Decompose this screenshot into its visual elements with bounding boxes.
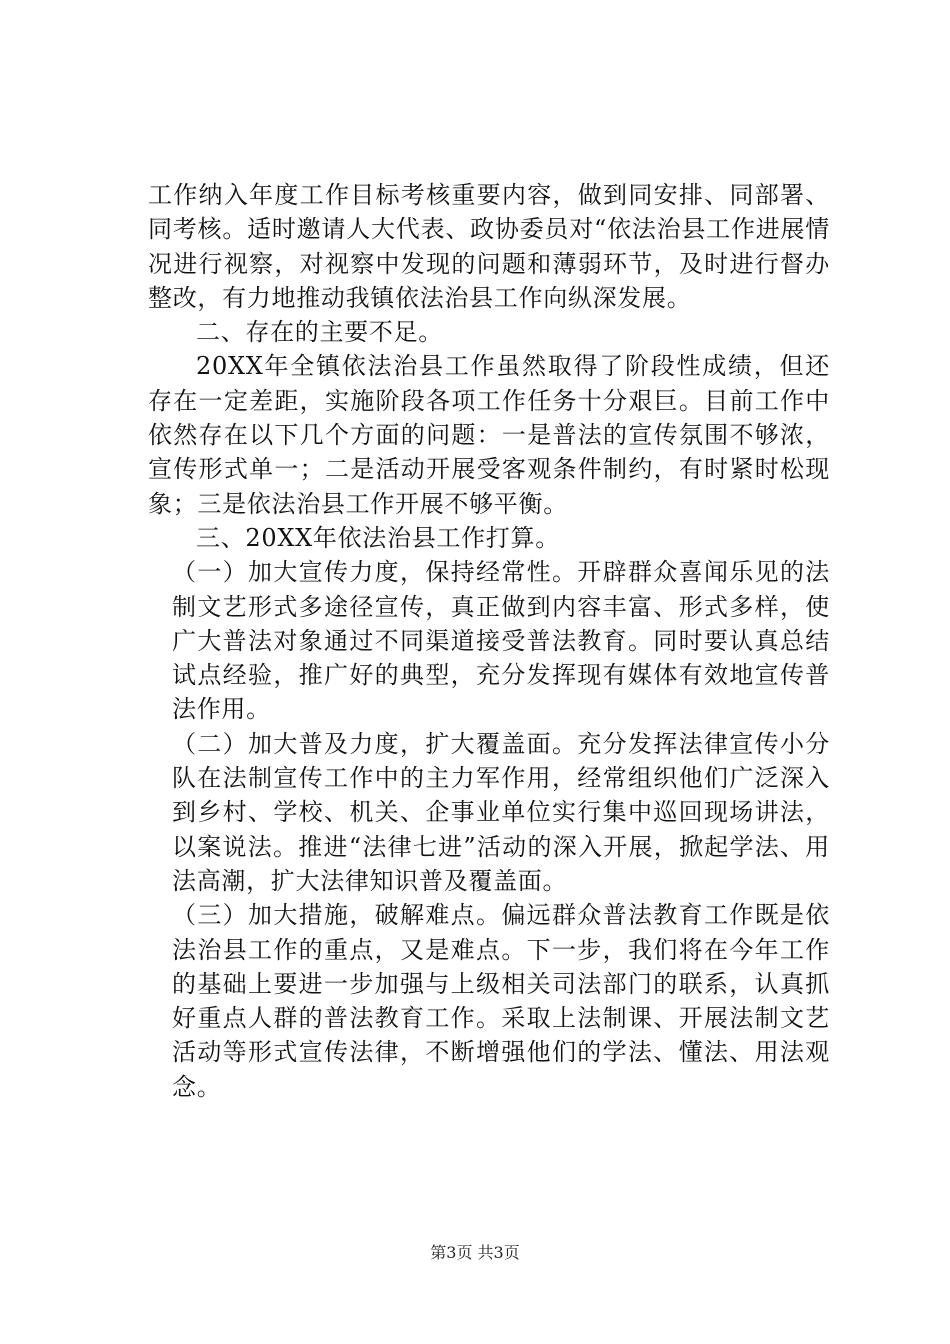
section-heading-plan: 三、20XX年依法治县工作打算。 <box>196 523 560 552</box>
paragraph-plan-item-3: （三）加大措施，破解难点。偏远群众普法教育工作既是依法治县工作的重点，又是难点。下一步，我们将在今年工作的基础上要进一步加强与上级相关司法部门的联系，认真抓好重点人群的普法教育工作。采取上法制课、开展法制文艺活动等形式宣传法律，不断增强他们的学法、懂法、用法观念。 <box>172 901 830 1101</box>
page-number-footer: 第3页 共3页 <box>430 1243 520 1262</box>
paragraph-continuation: 工作纳入年度工作目标考核重要内容，做到同安排、同部署、同考核。适时邀请人大代表、政协委员对“依法治县工作进展情况进行视察，对视察中发现的问题和薄弱环节，及时进行督办整改，有力地推动我镇依法治县工作向纵深发展。 <box>148 181 830 312</box>
document-body <box>148 178 830 1104</box>
paragraph-shortcomings: 20XX年全镇依法治县工作虽然取得了阶段性成绩，但还存在一定差距，实施阶段各项工作任务十分艰巨。目前工作中依然存在以下几个方面的问题：一是普法的宣传氛围不够浓，宣传形式单一；二是活动开展受客观条件制约，有时紧时松现象；三是依法治县工作开展不够平衡。 <box>148 352 830 518</box>
section-heading-shortcomings: 二、存在的主要不足。 <box>196 318 443 347</box>
paragraph-plan-item-2: （二）加大普及力度，扩大覆盖面。充分发挥法律宣传小分队在法制宣传工作中的主力军作用，经常组织他们广泛深入到乡村、学校、机关、企事业单位实行集中巡回现场讲法，以案说法。推进“法律七进”活动的深入开展，掀起学法、用法高潮，扩大法律知识普及覆盖面。 <box>172 729 830 895</box>
paragraph-plan-item-1: （一）加大宣传力度，保持经常性。开辟群众喜闻乐见的法制文艺形式多途径宣传，真正做到内容丰富、形式多样，使广大普法对象通过不同渠道接受普法教育。同时要认真总结试点经验，推广好的典型，充分发挥现有媒体有效地宣传普法作用。 <box>172 558 830 724</box>
